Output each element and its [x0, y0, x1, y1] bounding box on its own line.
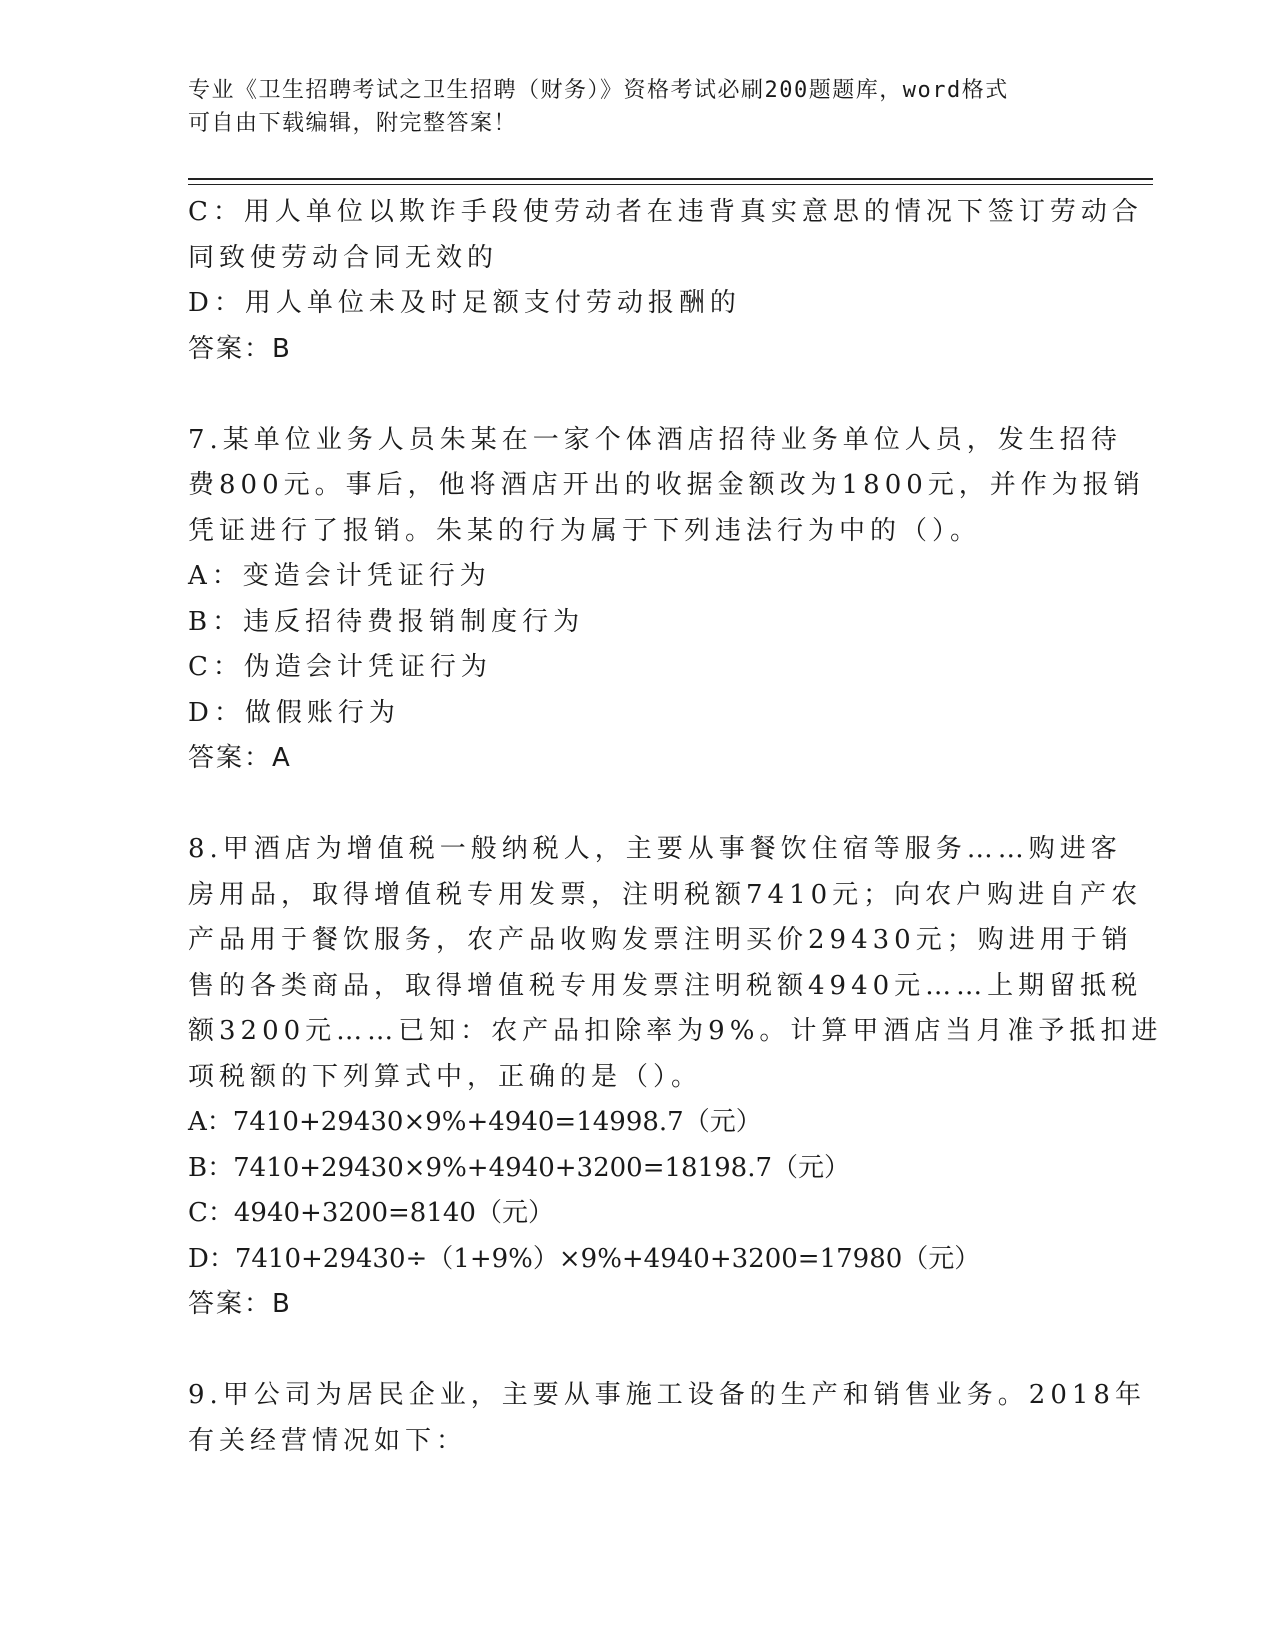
question-stem-line: 9.甲公司为居民企业，主要从事施工设备的生产和销售业务。2018年 — [188, 1380, 1146, 1410]
question-7 — [188, 418, 1145, 782]
question-stem-line: 额3200元……已知：农产品扣除率为9%。计算甲酒店当月准予抵扣进 — [188, 1016, 1163, 1046]
question-stem-line: 售的各类商品，取得增值税专用发票注明税额4940元……上期留抵税 — [188, 970, 1143, 1001]
answer: 答案：B — [188, 333, 292, 364]
option-d: D：做假账行为 — [188, 697, 400, 728]
answer: 答案：A — [188, 743, 292, 773]
question-stem-line: 项税额的下列算式中，正确的是（）。 — [188, 1061, 703, 1092]
option-b: B：违反招待费报销制度行为 — [188, 606, 585, 637]
header-line-2: 可自由下载编辑，附完整答案！ — [188, 111, 518, 136]
question-stem-line: 8.甲酒店为增值税一般纳税人，主要从事餐饮住宿等服务……购进客 — [188, 834, 1122, 864]
option-d: D：用人单位未及时足额支付劳动报酬的 — [188, 288, 741, 318]
paragraph-gap — [188, 1328, 1088, 1374]
option-a: A：变造会计凭证行为 — [188, 561, 491, 591]
option-c: C：4940+3200=8140（元） — [188, 1198, 554, 1228]
option-b: B：7410+29430×9%+4940+3200=18198.7（元） — [188, 1152, 851, 1183]
question-stem-line: 房用品，取得增值税专用发票，注明税额7410元；向农户购进自产农 — [188, 879, 1143, 910]
header-divider-thin — [188, 184, 1153, 185]
paragraph-gap — [188, 782, 1088, 828]
question-stem-line: 7.某单位业务人员朱某在一家个体酒店招待业务单位人员，发生招待 — [188, 424, 1122, 455]
header-line-1: 专业《卫生招聘考试之卫生招聘（财务）》资格考试必刷200题题库，word格式 — [188, 78, 1009, 103]
question-stem-line: 凭证进行了报销。朱某的行为属于下列违法行为中的（）。 — [188, 515, 982, 546]
option-c: C：伪造会计凭证行为 — [188, 652, 492, 682]
question-9 — [188, 1373, 1146, 1464]
question-stem-line: 费800元。事后，他将酒店开出的收据金额改为1800元，并作为报销 — [188, 470, 1145, 500]
question-stem-line: 产品用于餐饮服务，农产品收购发票注明买价29430元；购进用于销 — [188, 925, 1133, 955]
document-header — [188, 74, 1088, 140]
header-divider-thick — [188, 178, 1153, 180]
option-c-line-2: 同致使劳动合同无效的 — [188, 242, 499, 273]
answer: 答案：B — [188, 1289, 292, 1319]
paragraph-gap — [188, 372, 1088, 418]
question-8 — [188, 827, 1163, 1328]
document-body — [188, 190, 1163, 1464]
option-a: A：7410+29430×9%+4940=14998.7（元） — [188, 1107, 762, 1137]
option-d: D：7410+29430÷（1+9%）×9%+4940+3200=17980（元） — [188, 1243, 981, 1274]
option-c-line-1: C：用人单位以欺诈手段使劳动者在违背真实意思的情况下签订劳动合 — [188, 197, 1143, 227]
question-stem-line: 有关经营情况如下： — [188, 1425, 468, 1456]
question-6-continued — [188, 190, 1143, 372]
